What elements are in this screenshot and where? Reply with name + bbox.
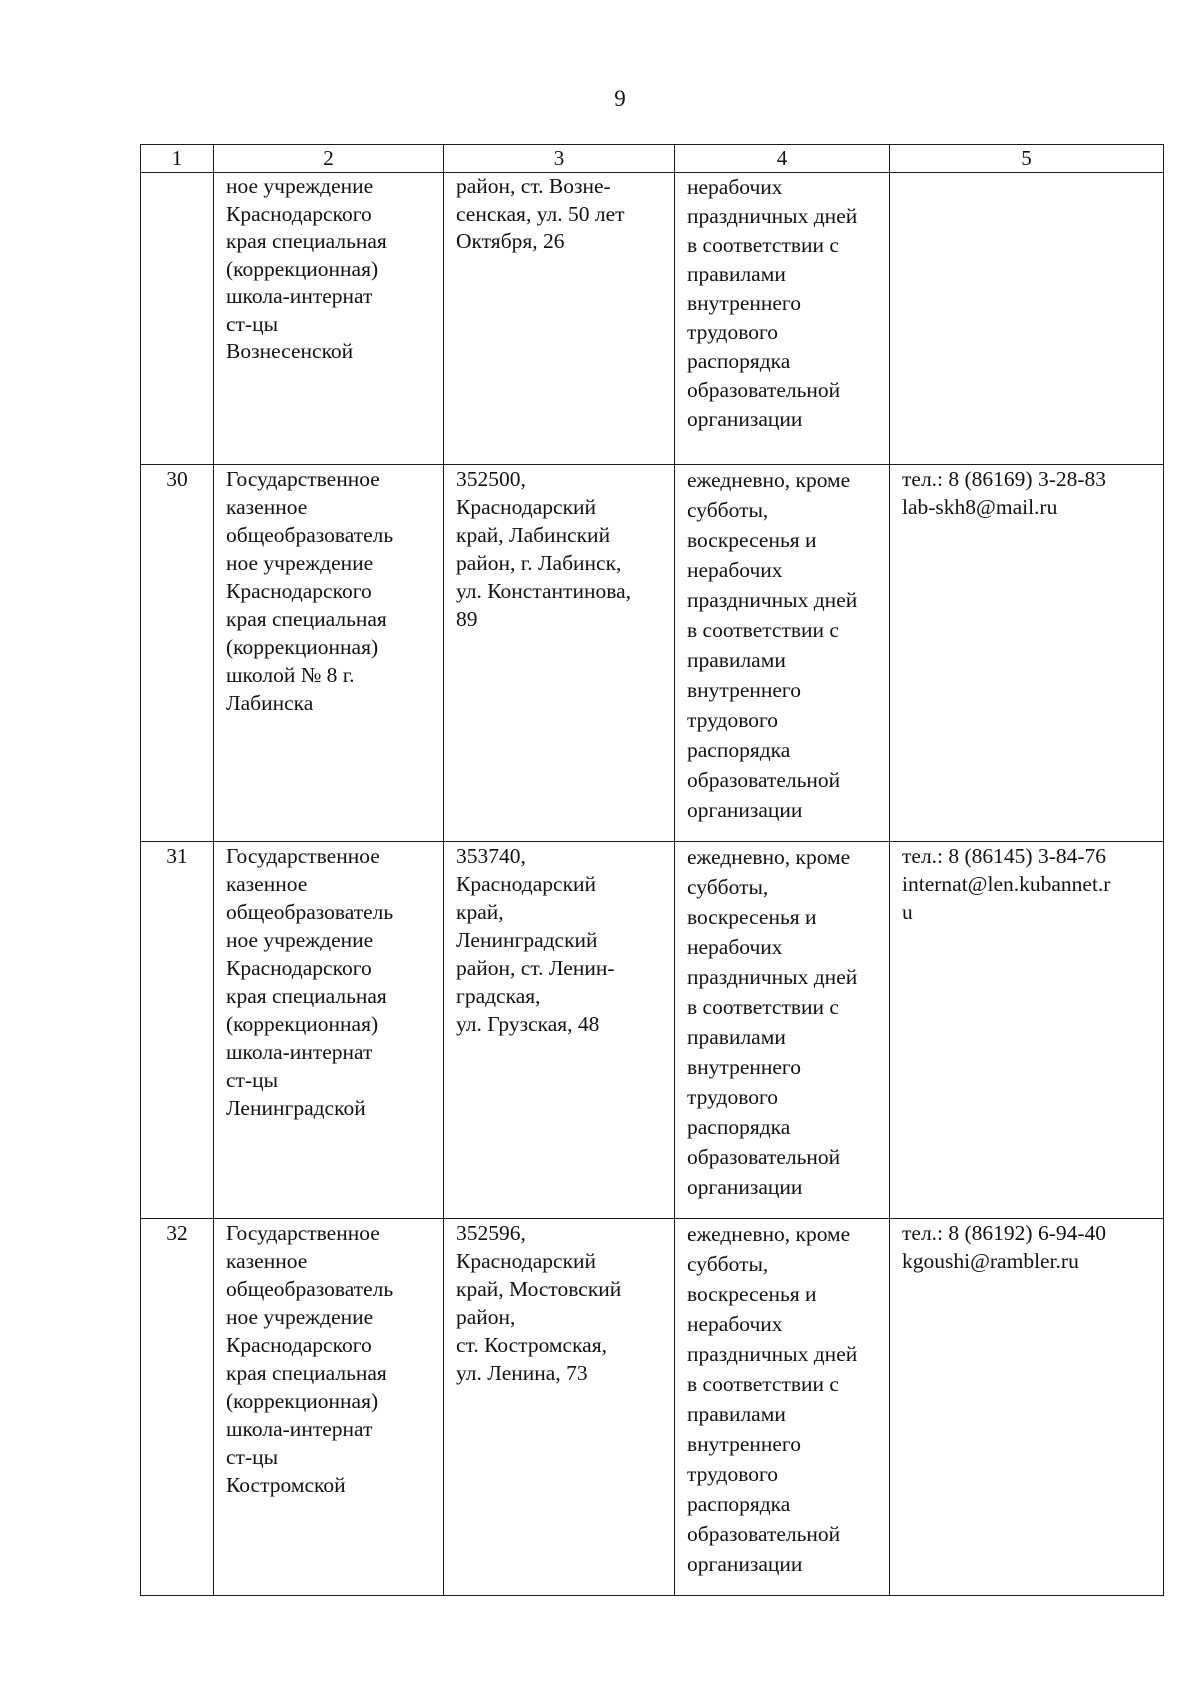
address-cell [444, 842, 675, 1219]
cell-text-line: правилами [687, 1402, 786, 1426]
cell-text-line: Вознесенской [226, 339, 354, 363]
cell-text-line: ул. Ленина, 73 [456, 1361, 588, 1385]
cell-text-line: внутреннего [687, 1432, 801, 1456]
table-row [141, 173, 1164, 465]
cell-text-line: Краснодарского [226, 956, 372, 980]
cell-text-line: край, [456, 900, 504, 924]
table-row [141, 465, 1164, 842]
cell-text-line: распорядка [687, 349, 791, 373]
address-cell [444, 465, 675, 842]
cell-text-line: края специальная [226, 607, 387, 631]
table-header-row [141, 145, 1164, 173]
cell-text-line: ст-цы [226, 311, 279, 336]
cell-text-line: края специальная [226, 1361, 387, 1385]
cell-text-line: трудового [687, 1462, 778, 1486]
cell-text-line: школой № 8 г. [226, 663, 355, 687]
cell-text-line: трудового [687, 320, 778, 344]
cell-text-line: ежедневно, кроме [687, 468, 851, 492]
cell-text-line: воскресенья и [687, 905, 817, 929]
cell-text-line: тел.: 8 (86192) 6-94-40 [902, 1221, 1107, 1245]
contacts-cell [890, 173, 1164, 465]
cell-text-line: Костромской [226, 1473, 346, 1497]
cell-text-line: организации [687, 1552, 803, 1576]
cell-text-line: образовательной [687, 378, 841, 402]
column-header-4: 4 [675, 145, 890, 173]
cell-text-line: тел.: 8 (86169) 3-28-83 [902, 467, 1107, 491]
cell-text-line: нерабочих [687, 175, 783, 199]
column-header-2: 2 [214, 145, 444, 173]
institution-name-cell [214, 465, 444, 842]
contacts-cell [890, 842, 1164, 1219]
cell-text-line: Краснодарский [456, 872, 597, 896]
cell-text-line: школа-интернат [226, 284, 373, 308]
schedule-cell [675, 1219, 890, 1596]
cell-text-line: внутреннего [687, 291, 801, 315]
cell-text-line: (коррекционная) [226, 1012, 379, 1036]
contacts-cell [890, 465, 1164, 842]
cell-text-line: праздничных дней [687, 965, 858, 989]
cell-text-line: Ленинградской [226, 1096, 366, 1120]
cell-text-line: ежедневно, кроме [687, 845, 851, 869]
cell-text-line: район, [456, 1305, 516, 1329]
cell-text-line: организации [687, 1175, 803, 1199]
cell-text-line: Краснодарского [226, 201, 372, 226]
cell-text-line: казенное [226, 872, 308, 896]
cell-text-line: образовательной [687, 1522, 841, 1546]
cell-text-line: правилами [687, 262, 786, 286]
cell-text-line: район, ст. Возне- [456, 174, 611, 198]
cell-text-line: праздничных дней [687, 1342, 858, 1366]
cell-text-line: внутреннего [687, 678, 801, 702]
cell-text-line: субботы, [687, 498, 769, 522]
address-cell [444, 1219, 675, 1596]
column-header-5: 5 [890, 145, 1164, 173]
cell-text-line: ное учреждение [226, 551, 374, 575]
cell-text-line: трудового [687, 708, 778, 732]
institution-name-cell [214, 842, 444, 1219]
cell-text-line: internat@len.kubannet.r [902, 872, 1111, 896]
table-row [141, 1219, 1164, 1596]
column-header-1: 1 [141, 145, 214, 173]
cell-text-line: образовательной [687, 1145, 841, 1169]
cell-text-line: 89 [456, 607, 478, 631]
cell-text-line: ежедневно, кроме [687, 1222, 851, 1246]
cell-text-line: нерабочих [687, 1312, 783, 1336]
cell-text-line: Государственное [226, 1221, 380, 1245]
cell-text-line: (коррекционная) [226, 1389, 379, 1413]
cell-text-line: воскресенья и [687, 1282, 817, 1306]
row-number-cell: 31 [141, 842, 214, 1219]
cell-text-line: края специальная [226, 984, 387, 1008]
cell-text-line: (коррекционная) [226, 635, 379, 659]
cell-text-line: район, ст. Ленин- [456, 956, 615, 980]
cell-text-line: организации [687, 798, 803, 822]
cell-text-line: Государственное [226, 844, 380, 868]
cell-text-line: 352596, [456, 1221, 526, 1245]
cell-text-line: воскресенья и [687, 528, 817, 552]
cell-text-line: школа-интернат [226, 1040, 373, 1064]
cell-text-line: район, г. Лабинск, [456, 551, 622, 575]
cell-text-line: ное учреждение [226, 928, 374, 952]
cell-text-line: в соответствии с [687, 995, 839, 1019]
cell-text-line: 352500, [456, 467, 526, 491]
contacts-cell [890, 1219, 1164, 1596]
cell-text-line: ст-цы [226, 1445, 279, 1469]
cell-text-line: трудового [687, 1085, 778, 1109]
cell-text-line: Октября, 26 [456, 229, 565, 253]
cell-text-line: праздничных дней [687, 204, 858, 228]
row-number-cell: 30 [141, 465, 214, 842]
cell-text-line: правилами [687, 648, 786, 672]
cell-text-line: тел.: 8 (86145) 3-84-76 [902, 844, 1107, 868]
cell-text-line: lab-skh8@mail.ru [902, 495, 1058, 519]
cell-text-line: u [902, 900, 913, 924]
cell-text-line: в соответствии с [687, 233, 839, 257]
cell-text-line: kgoushi@rambler.ru [902, 1249, 1079, 1273]
cell-text-line: казенное [226, 495, 308, 519]
cell-text-line: Государственное [226, 467, 380, 491]
institution-name-cell [214, 1219, 444, 1596]
table-body [141, 173, 1164, 1596]
row-number-cell [141, 173, 214, 465]
institution-name-cell [214, 173, 444, 465]
row-number-cell: 32 [141, 1219, 214, 1596]
schedule-cell [675, 465, 890, 842]
cell-text-line: нерабочих [687, 558, 783, 582]
column-header-3: 3 [444, 145, 675, 173]
cell-text-line: организации [687, 407, 803, 431]
cell-text-line: Краснодарский [456, 1249, 597, 1273]
cell-text-line: праздничных дней [687, 588, 858, 612]
cell-text-line: Краснодарский [456, 495, 597, 519]
cell-text-line: распорядка [687, 1492, 791, 1516]
cell-text-line: в соответствии с [687, 618, 839, 642]
cell-text-line: в соответствии с [687, 1372, 839, 1396]
cell-text-line: казенное [226, 1249, 308, 1273]
schedule-cell [675, 173, 890, 465]
cell-text-line: школа-интернат [226, 1417, 373, 1441]
cell-text-line: субботы, [687, 875, 769, 899]
page-number: 9 [614, 86, 626, 111]
cell-text-line: край, Лабинский [456, 523, 611, 547]
cell-text-line: субботы, [687, 1252, 769, 1276]
cell-text-line: Краснодарского [226, 1333, 372, 1357]
cell-text-line: общеобразователь [226, 523, 394, 547]
institutions-table [140, 144, 1164, 1596]
table-row [141, 842, 1164, 1219]
cell-text-line: правилами [687, 1025, 786, 1049]
cell-text-line: общеобразователь [226, 900, 394, 924]
cell-text-line: ул. Константинова, [456, 579, 632, 603]
cell-text-line: Краснодарского [226, 579, 372, 603]
cell-text-line: распорядка [687, 1115, 791, 1139]
cell-text-line: общеобразователь [226, 1277, 394, 1301]
cell-text-line: образовательной [687, 768, 841, 792]
cell-text-line: Ленинградский [456, 928, 598, 952]
cell-text-line: распорядка [687, 738, 791, 762]
cell-text-line: нерабочих [687, 935, 783, 959]
cell-text-line: 353740, [456, 844, 526, 868]
cell-text-line: ст-цы [226, 1068, 279, 1092]
cell-text-line: (коррекционная) [226, 256, 379, 281]
cell-text-line: внутреннего [687, 1055, 801, 1079]
cell-text-line: Лабинска [226, 691, 314, 715]
cell-text-line: сенская, ул. 50 лет [456, 201, 625, 226]
cell-text-line: ное учреждение [226, 1305, 374, 1329]
cell-text-line: края специальная [226, 229, 387, 253]
cell-text-line: ул. Грузская, 48 [456, 1012, 600, 1036]
cell-text-line: градская, [456, 984, 541, 1008]
schedule-cell [675, 842, 890, 1219]
cell-text-line: ст. Костромская, [456, 1333, 607, 1357]
address-cell [444, 173, 675, 465]
cell-text-line: край, Мостовский [456, 1277, 622, 1301]
cell-text-line: ное учреждение [226, 174, 374, 198]
